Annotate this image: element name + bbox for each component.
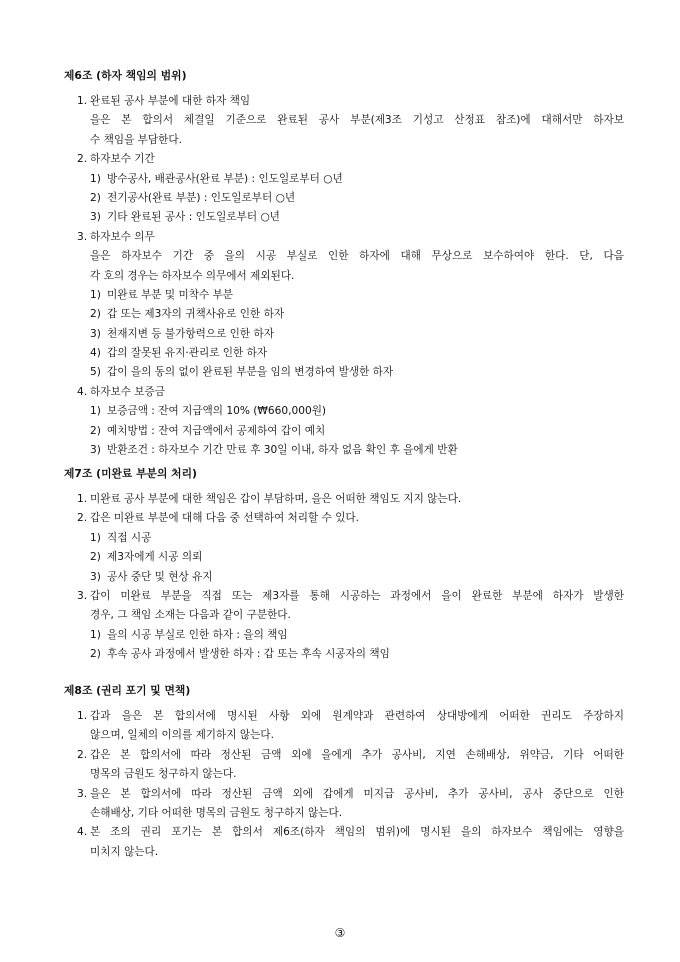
clause-text-line: 본 조의 권리 포기는 본 합의서 제6조(하자 책임의 범위)에 명시된 을의 하자보수 책임에는 영향을 [90, 826, 624, 839]
sub-clause-number: 3) [90, 444, 101, 457]
clause-text-line: 손해배상, 기타 어떠한 명목의 금원도 청구하지 않는다. [90, 806, 343, 819]
sub-clause-number: 2) [90, 191, 101, 204]
sub-clause-number: 2) [90, 424, 101, 437]
clause-number: 2. [77, 748, 88, 761]
sub-clause [90, 529, 624, 548]
clause-text-line: 미완료 공사 부분에 대한 책임은 갑이 부담하며, 을은 어떠한 책임도 지지 않는다. [90, 493, 462, 505]
sub-clause [90, 344, 624, 363]
clause-number: 3. [77, 787, 88, 800]
sub-clause-number: 1) [90, 628, 101, 641]
clause-item [64, 707, 624, 746]
sub-clause [90, 286, 624, 305]
clause-item [64, 92, 624, 150]
sub-clause-text: 전기공사(완료 부분) : 인도일로부터 ○년 [107, 191, 296, 204]
clause-number: 1. [77, 493, 88, 505]
sub-clause-number: 1) [90, 172, 101, 185]
sub-clause [90, 189, 624, 208]
sub-clause-text: 예치방법 : 잔여 지급액에서 공제하여 갑이 예치 [107, 424, 326, 437]
sub-clause-number: 1) [90, 288, 101, 301]
clause-number: 4. [77, 826, 88, 839]
clause-number: 2. [77, 153, 88, 166]
sub-clause [90, 441, 624, 460]
article-7-title: 제7조 (미완료 부분의 처리) [64, 467, 197, 480]
sub-clause-number: 5) [90, 366, 101, 379]
clause-text-line: 하자보수 기간 [90, 153, 155, 166]
page-number: ③ [334, 926, 346, 940]
article-6 [64, 66, 624, 460]
sub-clause [90, 363, 624, 382]
clause-item [64, 509, 624, 587]
sub-clause [90, 645, 624, 664]
sub-clause-number: 3) [90, 211, 101, 224]
clause-number: 3. [77, 589, 88, 602]
sub-clause-number: 2) [90, 308, 101, 321]
clause-item [64, 785, 624, 824]
clause-number: 1. [77, 95, 88, 107]
clause-number: 1. [77, 710, 88, 722]
sub-clause-number: 3) [90, 570, 101, 583]
sub-clause-number: 2) [90, 551, 101, 564]
sub-clause-text: 갑이 을의 동의 없이 완료된 부분을 임의 변경하여 발생한 하자 [107, 366, 394, 379]
sub-clause-text: 제3자에게 시공 의뢰 [107, 551, 203, 564]
clause-text-line: 갑이 미완료 부분을 직접 또는 제3자를 통해 시공하는 과정에서 을이 완료한 부분에 하자가 발생한 [90, 589, 624, 602]
sub-clause [90, 568, 624, 587]
clause-text-line: 않으며, 일체의 이의를 제기하지 않는다. [90, 729, 274, 742]
sub-clause [90, 548, 624, 567]
clause-item [64, 383, 624, 461]
sub-clause-text: 공사 중단 및 현상 유지 [107, 570, 213, 583]
clause-text-line: 갑과 을은 본 합의서에 명시된 사항 외에 원계약과 관련하여 상대방에게 어떠한 권리도 주장하지 [90, 710, 624, 722]
clause-text-line: 을은 본 합의서 체결일 기준으로 완료된 공사 부분(제3조 기성고 산정표 참조)에 대해서만 하자보 [90, 114, 624, 127]
article-7 [64, 464, 624, 665]
clause-text-line: 미치지 않는다. [90, 845, 159, 858]
clause-text-line: 갑은 미완료 부분에 대해 다음 중 선택하여 처리할 수 있다. [90, 512, 360, 525]
clause-text-line: 갑은 본 합의서에 따라 정산된 금액 외에 을에게 추가 공사비, 지연 손해배상, 위약금, 기타 어떠한 [90, 748, 624, 761]
sub-clause-text: 미완료 부분 및 미착수 부분 [107, 288, 234, 301]
clause-text-line: 경우, 그 책임 소재는 다음과 같이 구분한다. [90, 609, 291, 622]
clause-item [64, 746, 624, 785]
sub-clause [90, 402, 624, 421]
clause-item [64, 150, 624, 228]
sub-clause [90, 422, 624, 441]
sub-clause-text: 천재지변 등 불가항력으로 인한 하자 [107, 327, 274, 340]
sub-clause-number: 2) [90, 648, 101, 661]
clause-text-line: 완료된 공사 부분에 대한 하자 책임 [90, 95, 251, 107]
article-8-title: 제8조 (권리 포기 및 면책) [64, 684, 191, 697]
sub-clause-text: 반환조건 : 하자보수 기간 만료 후 30일 이내, 하자 없음 확인 후 을에게 반환 [107, 444, 458, 457]
clause-text-line: 하자보수 보증금 [90, 385, 166, 398]
clause-text-line: 수 책임을 부담한다. [90, 133, 182, 146]
sub-clause [90, 626, 624, 645]
clause-text-line: 각 호의 경우는 하자보수 의무에서 제외된다. [90, 269, 295, 282]
sub-clause-text: 갑의 잘못된 유지·관리로 인한 하자 [107, 347, 268, 360]
sub-clause-number: 1) [90, 405, 101, 418]
clause-item [64, 587, 624, 665]
clause-text-line: 을은 본 합의서에 따라 정산된 금액 외에 갑에게 미지급 공사비, 추가 공사비, 공사 중단으로 인한 [90, 787, 624, 800]
clause-text-line: 명목의 금원도 청구하지 않는다. [90, 768, 237, 781]
sub-clause-text: 후속 공사 과정에서 발생한 하자 : 갑 또는 후속 시공자의 책임 [107, 648, 390, 661]
sub-clause-text: 갑 또는 제3자의 귀책사유로 인한 하자 [107, 308, 285, 321]
article-8 [64, 681, 624, 862]
sub-clause-number: 3) [90, 327, 101, 340]
clause-number: 2. [77, 512, 88, 525]
sub-clause-text: 직접 시공 [107, 531, 152, 544]
clause-text-line: 을은 하자보수 기간 중 을의 시공 부실로 인한 하자에 대해 무상으로 보수하여야 한다. 단, 다음 [90, 250, 624, 263]
sub-clause [90, 208, 624, 227]
article-6-title: 제6조 (하자 책임의 범위) [64, 69, 187, 82]
sub-clause-text: 기타 완료된 공사 : 인도일로부터 ○년 [107, 211, 280, 224]
sub-clause-text: 방수공사, 배관공사(완료 부분) : 인도일로부터 ○년 [107, 172, 343, 185]
clause-item [64, 228, 624, 383]
clause-number: 4. [77, 385, 88, 398]
sub-clause-number: 4) [90, 347, 101, 360]
sub-clause-number: 1) [90, 531, 101, 544]
sub-clause [90, 325, 624, 344]
clause-number: 3. [77, 230, 88, 243]
sub-clause-text: 을의 시공 부실로 인한 하자 : 을의 책임 [107, 628, 288, 641]
clause-item [64, 490, 624, 509]
sub-clause [90, 170, 624, 189]
clause-text-line: 하자보수 의무 [90, 230, 155, 243]
clause-item [64, 823, 624, 862]
sub-clause [90, 305, 624, 324]
sub-clause-text: 보증금액 : 잔여 지급액의 10% (₩660,000원) [107, 405, 327, 418]
